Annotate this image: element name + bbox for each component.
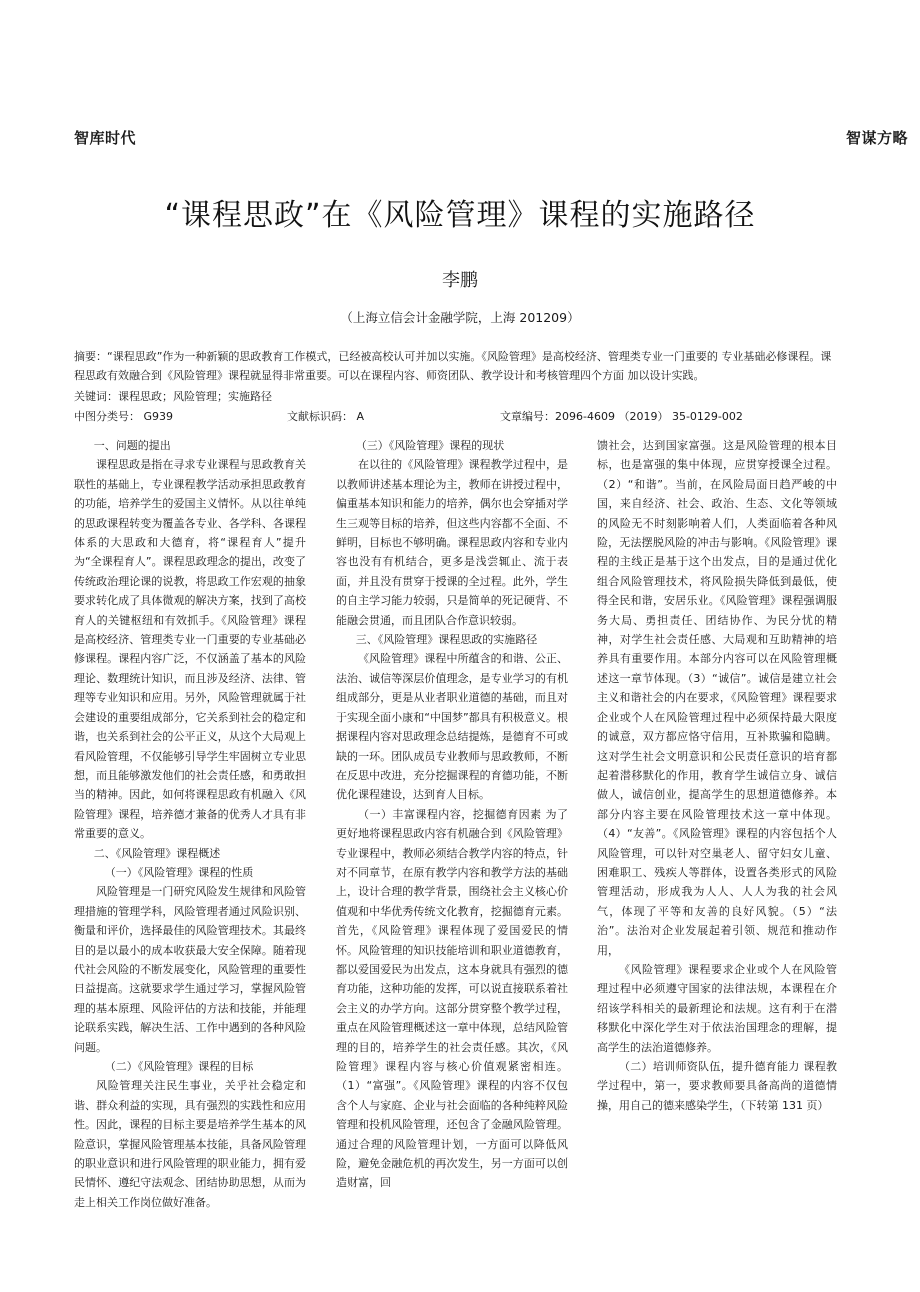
- clc-number: 中图分类号： G939: [74, 410, 174, 423]
- section-heading: （二）《风险管理》课程的目标: [104, 1060, 254, 1073]
- body-paragraph: 《风险管理》课程要求企业或个人在风险管理过程中必须遵守国家的法律法规，本课程在介绍该学科相关的最新理论和法规。这有利于在潜移默化中深化学生对于依法治国理念的理解，提高学生的法治道德修养。: [597, 962, 837, 1054]
- author-name: 李鹏: [442, 270, 478, 291]
- affiliation: （上海立信会计金融学院，上海 201209）: [340, 310, 580, 325]
- document-code: 文献标识码： A: [287, 410, 365, 423]
- body-paragraph: 风险管理关注民生事业，关乎社会稳定和谐、群众利益的实现，具有强烈的实践性和应用性。因此，课程的目标主要是培养学生基本的风险意识，掌握风险管理基本技能，具备风险管理的职业意识和进行风险管理的职业能力，拥有爱民情怀、遵纪守法观念、团结协助思想，从而为走上相关工作岗位做好准备。: [74, 1079, 306, 1209]
- keywords: 关键词：课程思政；风险管理；实施路径: [74, 390, 272, 403]
- body-paragraph: 《风险管理》课程中所蕴含的和谐、公正、法治、诚信等深层价值理念，是专业学习的有机组成部分，更是从业者职业道德的基础，而且对于实现全面小康和“中国梦”都具有积极意义。根据课程内容对思政理念总结提炼，是德育不可或缺的一环。团队成员专业教师与思政教师，不断在反思中改进，充分挖掘课程的育德功能，不断优化课程建设，达到育人目标。: [336, 652, 568, 802]
- section-heading: 三、《风险管理》课程思政的实施路径: [355, 633, 538, 647]
- section-heading: 二、《风险管理》课程概述: [93, 846, 221, 860]
- section-heading: （三）《风险管理》课程的现状: [355, 439, 505, 452]
- body-paragraph: 风险管理是一门研究风险发生规律和风险管理措施的管理学科，风险管理者通过风险识别、衡量和评价，选择最佳的风险管理技术。其最终目的是以最小的成本收获最大安全保障。随着现代社会风险的不断发展变化，风险管理的重要性日益提高。这就要求学生通过学习，掌握风险管理的基本原理、风险评估的方法和技能，并能理论联系实践，解决生活、工作中遇到的各种风险问题。: [74, 885, 306, 1054]
- article-number: 文章编号：2096-4609 （2019） 35-0129-002: [500, 410, 743, 423]
- body-paragraph: （二）培训师资队伍，提升德育能力 课程教学过程中，第一，要求教师要具备高尚的道德情操，用自己的德来感染学生，（下转第 131 页）: [597, 1060, 837, 1112]
- body-paragraph: 在以往的《风险管理》课程教学过程中，是以教师讲述基本理论为主，教师在讲授过程中，偏重基本知识和能力的培养，偶尔也会穿插对学生三观等目标的培养，但这些内容都不全面、不鲜明，目标也不够明确。课程思政内容和专业内容也没有有机结合，更多是浅尝辄止、流于表面，并且没有贯穿于授课的全过程。此外，学生的自主学习能力较弱，只是简单的死记硬背、不能融会贯通，而且团队合作意识较弱。: [336, 458, 568, 627]
- section-heading: （一）《风险管理》课程的性质: [104, 865, 254, 879]
- article-title: “课程思政”在《风险管理》课程的实施路径: [164, 198, 756, 233]
- body-column-2: [336, 436, 568, 1193]
- body-paragraph: 课程思政是指在寻求专业课程与思政教育关联性的基础上，专业课程教学活动承担思政教育的功能，培养学生的爱国主义情怀。从以往单纯的思政课程转变为覆盖各专业、各学科、各课程体系的大思政和大德育，将“课程育人”提升为“全课程育人”。课程思政理念的提出，改变了传统政治理论课的说教，将思政工作宏观的抽象要求转化成了具体微观的解决方案，找到了高校育人的关键枢纽和有效抓手。《风险管理》课程是高校经济、管理类专业一门重要的专业基础必修课程。课程内容广泛，不仅涵盖了基本的风险理论、数理统计知识，而且涉及经济、法律、管理等专业知识和应用。另外，风险管理就属于社会建设的重要组成部分，它关系到社会的稳定和谐，也关系到社会的公平正义，从这个大局观上看风险管理，不仅能够引导学生牢固树立专业思想，而且能够激发他们的社会责任感，和勇敢担当的精神。因此，如何将课程思政有机融入《风险管理》课程，培养德才兼备的优秀人才具有非常重要的意义。: [74, 458, 306, 841]
- body-paragraph: 馈社会，达到国家富强。这是风险管理的根本目标，也是富强的集中体现，应贯穿授课全过程。（2）“和谐”。当前，在风险局面日趋严峻的中国，来自经济、社会、政治、生态、文化等领域的风险无不时刻影响着人们，人类面临着各种风险，无法摆脱风险的冲击与影响。《风险管理》课程的主线正是基于这个出发点，目的是通过优化组合风险管理技术，将风险损失降低到最低，使得全民和谐，安居乐业。《风险管理》课程强调服务大局、勇担责任、团结协作、为民分忧的精神，对学生社会责任感、大局观和互助精神的培养具有重要作用。本部分内容可以在风险管理概述这一章节体现。（3）“诚信”。诚信是建立社会主义和谐社会的内在要求，《风险管理》课程要求企业或个人在风险管理过程中必须保持最大限度的诚意，双方都应恪守信用，互补欺骗和隐瞒。这对学生社会文明意识和公民责任意识的培育都起着潜移默化的作用，教育学生诚信立身、诚信做人，诚信创业，提高学生的思想道德修养。本部分内容主要在风险管理技术这一章中体现。（4）“友善”。《风险管理》课程的内容包括个人风险管理，可以针对空巢老人、留守妇女儿童、困难职工、残疾人等群体，设置各类形式的风险管理活动，形成我为人人、人人为我的社会风气，体现了平等和友善的良好风貌。（5）“法治”。法治对企业发展起着引领、规范和推动作用，: [597, 439, 837, 957]
- section-heading: 一、问题的提出: [93, 439, 171, 452]
- column-name: 智谋方略: [845, 129, 908, 147]
- journal-name: 智库时代: [74, 129, 137, 147]
- body-column-3: [597, 436, 837, 1115]
- body-paragraph: （一）丰富课程内容，挖掘德育因素 为了更好地将课程思政内容有机融合到《风险管理》专业课程中，教师必须结合教学内容的特点，针对不同章节，在原有教学内容和教学方法的基础上，设计合理的教学背景，围绕社会主义核心价值观和中华优秀传统文化教育，挖掘德育元素。首先，《风险管理》课程体现了爱国爱民的情怀。风险管理的知识技能培训和职业道德教育，都以爱国爱民为出发点，这本身就具有强烈的德育功能，这种功能的发挥，可以说直接联系着社会主义的办学方向。这部分贯穿整个教学过程，重点在风险管理概述这一章中体现，总结风险管理的目的，培养学生的社会责任感。其次，《风险管理》课程内容与核心价值观紧密相连。（1）“富强”。《风险管理》课程的内容不仅包含个人与家庭、企业与社会面临的各种纯粹风险管理和投机风险管理，还包含了金融风险管理。通过合理的风险管理计划，一方面可以降低风险，避免金融危机的再次发生，另一方面可以创造财富，回: [336, 807, 568, 1190]
- abstract: 摘要：“课程思政”作为一种新颖的思政教育工作模式，已经被高校认可并加以实施。《风险管理》是高校经济、管理类专业一门重要的 专业基础必修课程。课程思政有效融合到《风险管理》课程就显得非常重要。可以在课程内容、师资团队、教学设计和考核管理四个方面 加以设计实践。: [74, 350, 832, 382]
- body-column-1: [74, 436, 306, 1212]
